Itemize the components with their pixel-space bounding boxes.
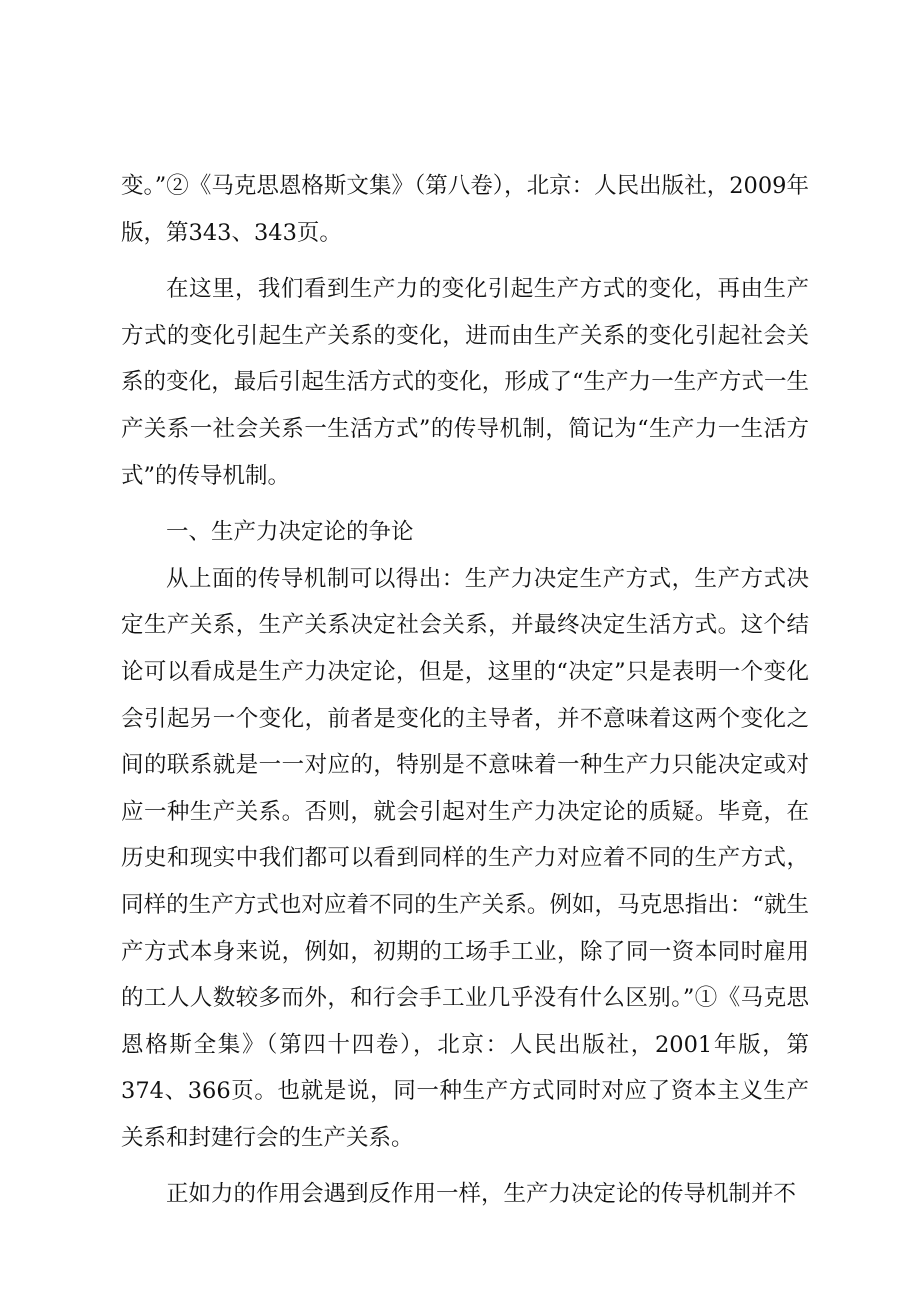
section-heading: 一、生产力决定论的争论 <box>166 519 414 546</box>
paragraph-productivity-determinism: 从上面的传导机制可以得出：生产力决定生产方式，生产方式决定生产关系，生产关系决定社会关系，并最终决定生活方式。这个结论可以看成是生产力决定论，但是，这里的“决定”只是表明一个变化会引起另一个变化，前者是变化的主导者，并不意味着这两个变化之间的联系就是一一对应的，特别是不意味着一种生产力只能决定或对应一种生产关系。否则，就会引起对生产力决定论的质疑。毕竟，在历史和现实中我们都可以看到同样的生产力对应着不同的生产方式，同样的生产方式也对应着不同的生产关系。例如，马克思指出：“就生产方式本身来说，例如，初期的工场手工业，除了同一资本同时雇用的工人人数较多而外，和行会手工业几乎没有什么区别。”①《马克思恩格斯全集》（第四十四卷），北京：人民出版社，2001年版，第374、366页。也就是说，同一种生产方式同时对应了资本主义生产关系和封建行会的生产关系。 <box>121 565 809 1151</box>
paragraph-spacer <box>121 256 809 266</box>
paragraph-spacer <box>121 499 809 509</box>
document-page <box>121 163 809 1218</box>
paragraph-reaction: 正如力的作用会遇到反作用一样，生产力决定论的传导机制并不 <box>166 1181 797 1208</box>
paragraph-footnote-continuation: 变。”②《马克思恩格斯文集》（第八卷），北京：人民出版社，2009年版，第343、343页。 <box>121 173 809 246</box>
paragraph-spacer <box>121 1161 809 1171</box>
paragraph-transmission-mechanism: 在这里，我们看到生产力的变化引起生产方式的变化，再由生产方式的变化引起生产关系的变化，进而由生产关系的变化引起社会关系的变化，最后引起生活方式的变化，形成了“生产力一生产方式一生产关系一社会关系一生活方式”的传导机制，简记为“生产力一生活方式”的传导机制。 <box>121 276 809 489</box>
